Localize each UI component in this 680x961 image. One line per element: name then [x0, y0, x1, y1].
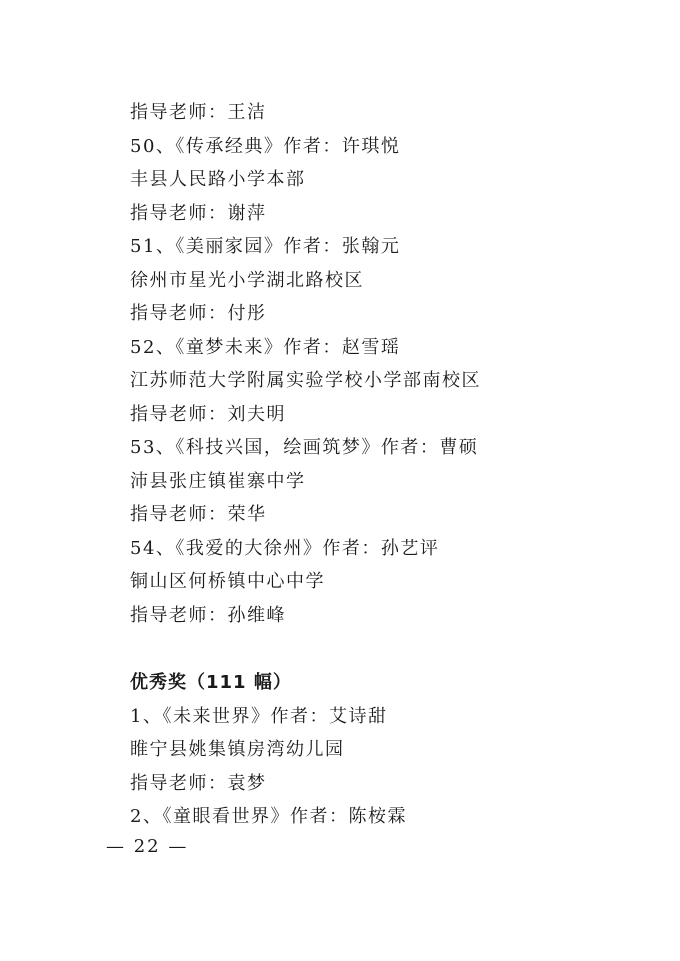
school-line: 睢宁县姚集镇房湾幼儿园 — [130, 739, 345, 760]
page-number: — 22 — — [106, 836, 189, 857]
teacher-line: 指导老师：付彤 — [130, 303, 267, 324]
teacher-line: 指导老师：孙维峰 — [130, 605, 286, 626]
entry-title-line: 50、《传承经典》作者：许琪悦 — [130, 136, 401, 157]
school-line: 铜山区何桥镇中心中学 — [130, 571, 325, 592]
section-heading: 优秀奖（111 幅） — [130, 672, 292, 693]
teacher-line: 指导老师：荣华 — [130, 504, 267, 525]
teacher-line: 指导老师：谢萍 — [130, 203, 267, 224]
entry-title-line: 2、《童眼看世界》作者：陈桉霖 — [130, 806, 407, 827]
entry-title-line: 1、《未来世界》作者：艾诗甜 — [130, 706, 388, 727]
entry-title-line: 52、《童梦未来》作者：赵雪瑶 — [130, 337, 401, 358]
teacher-line: 指导老师：袁梦 — [130, 773, 267, 794]
entry-title-line: 54、《我爱的大徐州》作者：孙艺评 — [130, 538, 440, 559]
school-line: 江苏师范大学附属实验学校小学部南校区 — [130, 370, 481, 391]
school-line: 徐州市星光小学湖北路校区 — [130, 270, 364, 291]
teacher-line: 指导老师：刘夫明 — [130, 404, 286, 425]
school-line: 沛县张庄镇崔寨中学 — [130, 471, 306, 492]
text-line: 指导老师：王洁 — [130, 102, 267, 123]
entry-title-line: 53、《科技兴国，绘画筑梦》作者：曹硕 — [130, 437, 479, 458]
school-line: 丰县人民路小学本部 — [130, 169, 306, 190]
entry-title-line: 51、《美丽家园》作者：张翰元 — [130, 236, 401, 257]
